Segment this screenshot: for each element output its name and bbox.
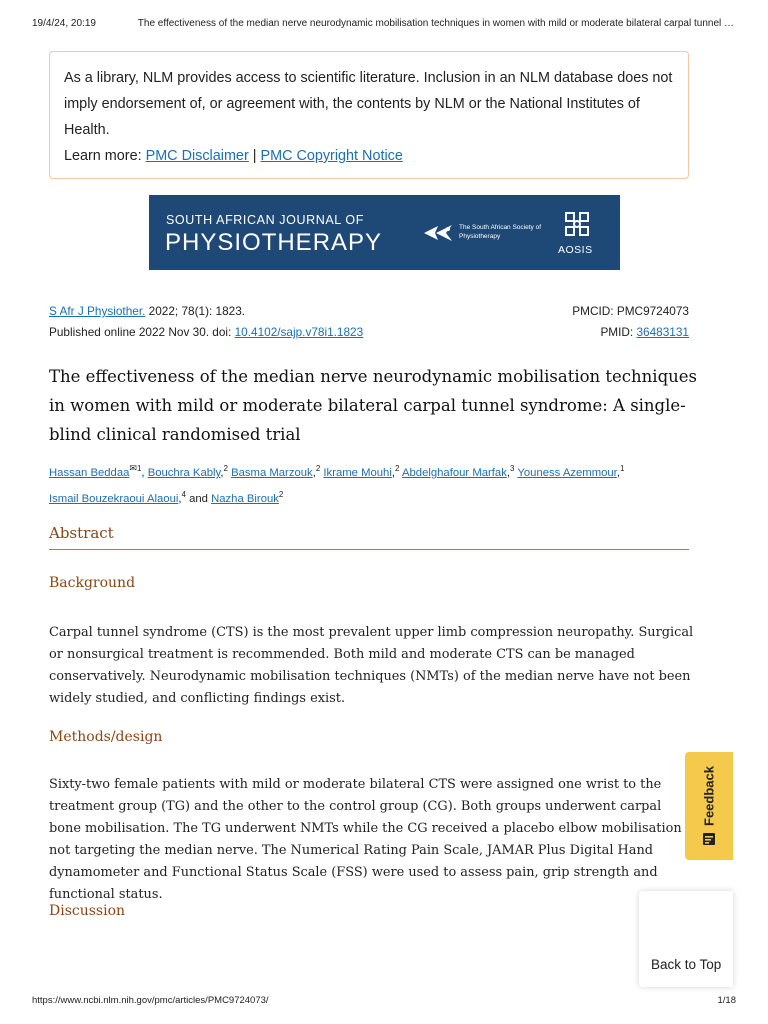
- journal-name-top: SOUTH AFRICAN JOURNAL OF: [166, 213, 364, 227]
- pmc-copyright-link[interactable]: PMC Copyright Notice: [260, 148, 403, 164]
- author-comma: ,: [178, 492, 182, 505]
- pmcid: PMCID: PMC9724073: [572, 304, 689, 318]
- methods-paragraph: Sixty-two female patients with mild or moderate bilateral CTS were assigned one wrist to the treatment group (TG) and the other to the control group (CG). Both groups underwent carpal bone mobilisation. The TG underwent NMTs while the CG received a placebo elbow mobilisation not targeting the median nerve. The Numerical Rating Pain Scale, JAMAR Plus Digital Hand dynamometer and Functional Status Scale (FSS) were used to assess pain, grip strength and functional status.: [49, 777, 682, 902]
- author-link[interactable]: Basma Marzouk: [231, 466, 313, 479]
- author-affiliation: 2: [315, 464, 321, 473]
- page-url: https://www.ncbi.nlm.nih.gov/pmc/articles/PMC9724073/: [32, 995, 269, 1006]
- link-separator: |: [248, 148, 261, 164]
- citation-block: [49, 301, 689, 343]
- author-link[interactable]: Nazha Birouk: [211, 492, 279, 505]
- author-comma: ,: [616, 466, 620, 479]
- author-link[interactable]: Ismail Bouzekraoui Alaoui: [49, 492, 179, 505]
- identifiers: [572, 301, 689, 343]
- society-name: The South African Society of Physiotherapy: [459, 224, 542, 240]
- author-comma: ,: [220, 466, 224, 479]
- author-comma: ,: [506, 466, 510, 479]
- journal-name-main: PHYSIOTHERAPY: [165, 229, 383, 256]
- author-link[interactable]: Abdelghafour Marfak: [401, 466, 507, 479]
- background-paragraph: Carpal tunnel syndrome (CTS) is the most prevalent upper limb compression neuropathy. Surgical or nonsurgical treatment is recommended. Both mild and moderate CTS can be managed conservatively. Neurodynamic mobilisation techniques (NMTs) of the median nerve have not been widely studied, and conflicting findings exist.: [49, 625, 694, 706]
- pmid-line: [572, 322, 689, 343]
- publisher-name: AOSIS: [558, 244, 593, 256]
- feedback-icon: [702, 832, 716, 846]
- print-header: [32, 18, 736, 29]
- journal-link[interactable]: S Afr J Physiother.: [49, 304, 146, 318]
- feedback-label: Feedback: [701, 766, 717, 826]
- author-link[interactable]: Youness Azemmour: [517, 466, 617, 479]
- background-heading: Background: [49, 575, 136, 591]
- author-separator: and: [185, 492, 212, 505]
- learn-more-label: Learn more:: [64, 148, 146, 164]
- author-comma: ,: [312, 466, 316, 479]
- author-affiliation: 4: [181, 489, 186, 499]
- disclaimer-text: As a library, NLM provides access to scientific literature. Inclusion in an NLM database does not imply endorsement of, or agreement with, the contents by NLM or the National Institutes of Health.: [64, 70, 673, 138]
- society-logo-icon: [424, 223, 456, 243]
- journal-banner[interactable]: [149, 195, 620, 270]
- back-to-top-button[interactable]: [639, 891, 733, 987]
- citation-details: 2022; 78(1): 1823.: [145, 304, 246, 318]
- back-to-top-label: Back to Top: [651, 957, 722, 972]
- feedback-button[interactable]: [685, 752, 733, 860]
- aosis-logo-icon: [562, 209, 592, 241]
- author-affiliation: 2: [395, 464, 400, 473]
- author-list: [49, 458, 699, 510]
- author-affiliation: 2: [223, 464, 228, 473]
- print-footer: [32, 995, 736, 1006]
- email-icon[interactable]: ✉: [129, 463, 137, 473]
- author-comma: ,: [391, 466, 395, 479]
- author-affiliation: 2: [278, 489, 284, 499]
- methods-heading: Methods/design: [49, 729, 163, 745]
- author-affiliation: 1: [136, 464, 142, 473]
- pmid-link[interactable]: 36483131: [636, 325, 689, 339]
- pmc-disclaimer-link[interactable]: PMC Disclaimer: [145, 148, 249, 164]
- abstract-heading: Abstract: [49, 524, 114, 542]
- author-link[interactable]: Hassan Beddaa: [49, 466, 130, 479]
- discussion-heading: Discussion: [49, 903, 126, 919]
- article-title: The effectiveness of the median nerve neurodynamic mobilisation techniques in women with mild or moderate bilateral carpal tunnel syndrome: A single-blind clinical randomised trial: [49, 367, 697, 444]
- published-label: Published online 2022 Nov 30. doi:: [49, 325, 235, 339]
- page-number: 1/18: [717, 995, 736, 1006]
- abstract-divider: [49, 549, 689, 550]
- print-document-title: The effectiveness of the median nerve neurodynamic mobilisation techniques in women with mild or moderate bilateral carpal tunnel …: [137, 18, 735, 29]
- author-link[interactable]: Bouchra Kably: [147, 466, 221, 479]
- author-affiliation: 3: [509, 464, 515, 473]
- author-separator: ,: [141, 466, 148, 479]
- author-affiliation: 1: [619, 464, 625, 473]
- nlm-disclaimer-box: [49, 51, 689, 179]
- pmid-label: PMID:: [600, 325, 637, 339]
- author-link[interactable]: Ikrame Mouhi: [323, 466, 392, 479]
- print-timestamp: 19/4/24, 20:19: [32, 18, 96, 29]
- doi-link[interactable]: 10.4102/sajp.v78i1.1823: [234, 325, 364, 339]
